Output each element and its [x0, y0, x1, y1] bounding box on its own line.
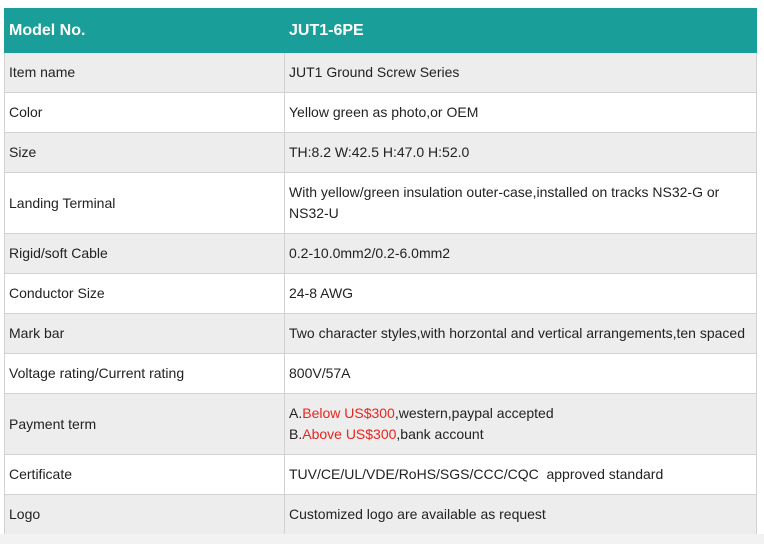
- row-label: Conductor Size: [5, 274, 285, 314]
- row-value: Two character styles,with horzontal and vertical arrangements,ten spaced: [285, 314, 757, 354]
- table-row: [5, 274, 757, 314]
- table-header-row: [5, 9, 757, 53]
- row-value: Yellow green as photo,or OEM: [285, 93, 757, 133]
- header-label: Model No.: [5, 9, 285, 53]
- row-value: TUV/CE/UL/VDE/RoHS/SGS/CCC/CQC approved standard: [285, 455, 757, 495]
- payment-prefix-a: A.: [289, 405, 303, 421]
- row-label: Voltage rating/Current rating: [5, 354, 285, 394]
- payment-suffix-a: ,western,paypal accepted: [394, 405, 554, 421]
- table-row: [5, 234, 757, 274]
- table-row: [5, 93, 757, 133]
- row-label: Item name: [5, 53, 285, 93]
- row-label: Rigid/soft Cable: [5, 234, 285, 274]
- row-value: [285, 394, 757, 455]
- row-label: Mark bar: [5, 314, 285, 354]
- payment-highlight-a: Below US$300: [302, 405, 395, 421]
- table-row: [5, 173, 757, 234]
- row-value: 24-8 AWG: [285, 274, 757, 314]
- row-value: JUT1 Ground Screw Series: [285, 53, 757, 93]
- payment-highlight-b: Above US$300: [302, 426, 397, 442]
- spec-table: [4, 8, 757, 535]
- row-value: 0.2-10.0mm2/0.2-6.0mm2: [285, 234, 757, 274]
- row-label: Certificate: [5, 455, 285, 495]
- header-value: JUT1-6PE: [285, 9, 757, 53]
- row-label: Payment term: [5, 394, 285, 455]
- row-value: With yellow/green insulation outer-case,installed on tracks NS32-G or NS32-U: [285, 173, 757, 234]
- table-row: [5, 455, 757, 495]
- row-value: 800V/57A: [285, 354, 757, 394]
- payment-line-a: [289, 403, 752, 424]
- row-value: TH:8.2 W:42.5 H:47.0 H:52.0: [285, 133, 757, 173]
- table-row: [5, 354, 757, 394]
- payment-suffix-b: ,bank account: [396, 426, 484, 442]
- table-row: [5, 133, 757, 173]
- table-row: [5, 495, 757, 535]
- table-row: [5, 53, 757, 93]
- bottom-strip: [0, 534, 764, 544]
- row-label: Logo: [5, 495, 285, 535]
- row-label: Color: [5, 93, 285, 133]
- payment-prefix-b: B.: [289, 426, 303, 442]
- row-value: Customized logo are available as request: [285, 495, 757, 535]
- payment-line-b: [289, 424, 752, 445]
- row-label: Landing Terminal: [5, 173, 285, 234]
- table-row: [5, 314, 757, 354]
- row-label: Size: [5, 133, 285, 173]
- table-row: [5, 394, 757, 455]
